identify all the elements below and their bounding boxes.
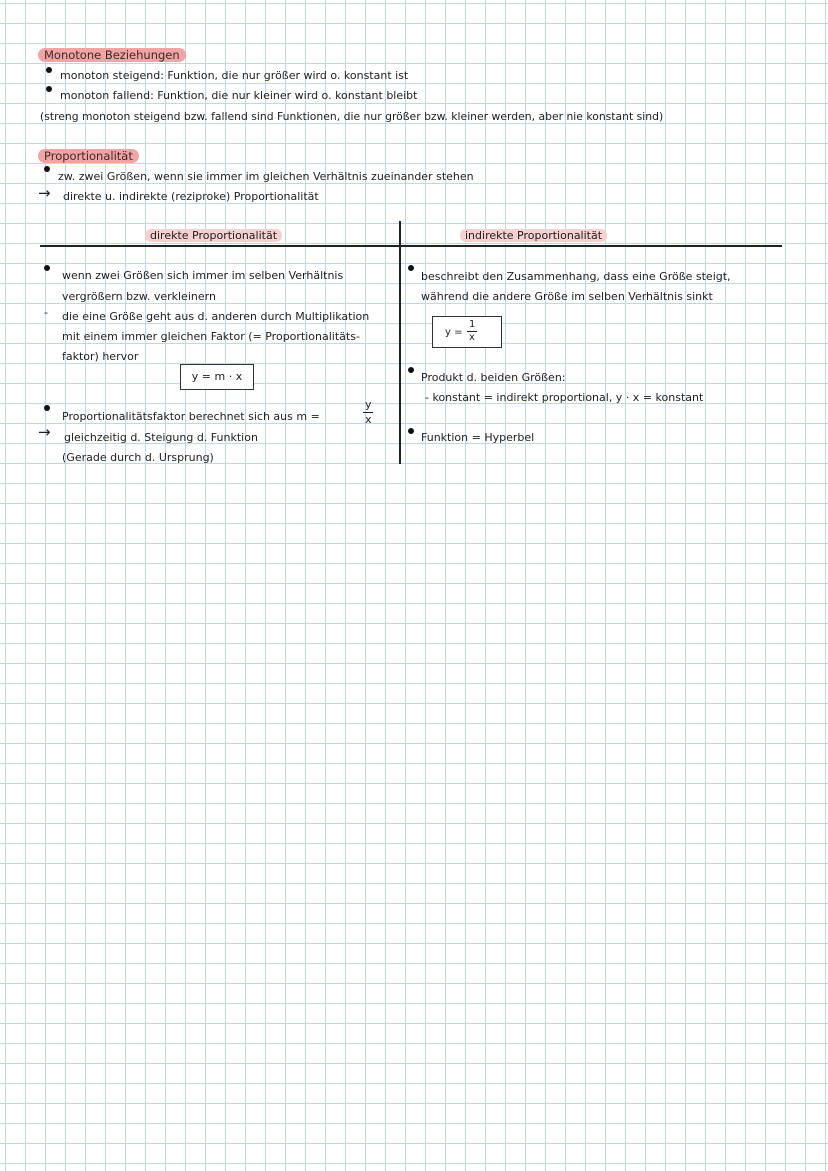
bullet-dot (408, 367, 414, 373)
bullet-dot (44, 166, 50, 172)
direct-proportionality-heading: direkte Proportionalität (145, 229, 282, 242)
indirect-proportionality-heading: indirekte Proportionalität (460, 229, 607, 242)
bullet-dot (44, 405, 50, 411)
indirect-b3: Funktion = Hyperbel (421, 431, 535, 444)
direct-fraction-denominator: x (365, 413, 372, 426)
direct-b2-line3: faktor) hervor (62, 350, 139, 363)
direct-b1-line2: vergrößern bzw. verkleinern (62, 290, 216, 303)
bullet-dot (46, 86, 52, 92)
indirect-b1-line2: während die andere Größe im selben Verhältnis sinkt (421, 290, 713, 303)
bullet-dot (408, 428, 414, 434)
direct-fraction-numerator: y (365, 398, 372, 411)
bullet-dot (408, 265, 414, 271)
indirect-b2-line1: Produkt d. beiden Größen: (421, 371, 566, 384)
indirect-formula-denominator: x (469, 332, 475, 343)
direct-arrow-line1: gleichzeitig d. Steigung d. Funktion (64, 431, 258, 444)
monotone-note: (streng monoton steigend bzw. fallend sind Funktionen, die nur größer bzw. kleiner werden, aber nie konstant sind) (40, 110, 664, 123)
direct-formula: y = m · x (191, 370, 243, 383)
table-divider-horizontal (40, 245, 782, 247)
direct-arrow-line2: (Gerade durch d. Ursprung) (62, 451, 214, 464)
monotone-heading: Monotone Beziehungen (38, 48, 186, 62)
monotone-item-decreasing: monoton fallend: Funktion, die nur kleiner wird o. konstant bleibt (60, 89, 418, 102)
direct-b1-line1: wenn zwei Größen sich immer im selben Verhältnis (62, 269, 344, 282)
proportionality-heading: Proportionalität (38, 149, 139, 163)
indirect-b1-line1: beschreibt den Zusammenhang, dass eine Größe steigt, (421, 270, 731, 283)
table-divider-vertical (399, 221, 401, 464)
direct-b2-line2: mit einem immer gleichen Faktor (= Proportionalitäts- (62, 330, 360, 343)
bullet-dash: - (44, 306, 48, 319)
indirect-formula-lhs: y = (445, 327, 463, 338)
bullet-dot (46, 67, 52, 73)
proportionality-types: direkte u. indirekte (reziproke) Proportionalität (63, 190, 319, 203)
indirect-b2-line2: - konstant = indirekt proportional, y · x = konstant (425, 391, 704, 404)
arrow-icon: → (38, 423, 51, 441)
direct-b3-text: Proportionalitätsfaktor berechnet sich aus m = (62, 410, 320, 423)
indirect-formula-numerator: 1 (469, 319, 476, 330)
direct-formula-box (180, 364, 254, 390)
bullet-dot (44, 265, 50, 271)
arrow-icon: → (38, 184, 51, 202)
monotone-item-increasing: monoton steigend: Funktion, die nur größer wird o. konstant ist (60, 69, 409, 82)
indirect-formula-box (432, 316, 502, 348)
direct-b2-line1: die eine Größe geht aus d. anderen durch Multiplikation (62, 310, 370, 323)
proportionality-definition: zw. zwei Größen, wenn sie immer im gleichen Verhältnis zueinander stehen (58, 170, 474, 183)
